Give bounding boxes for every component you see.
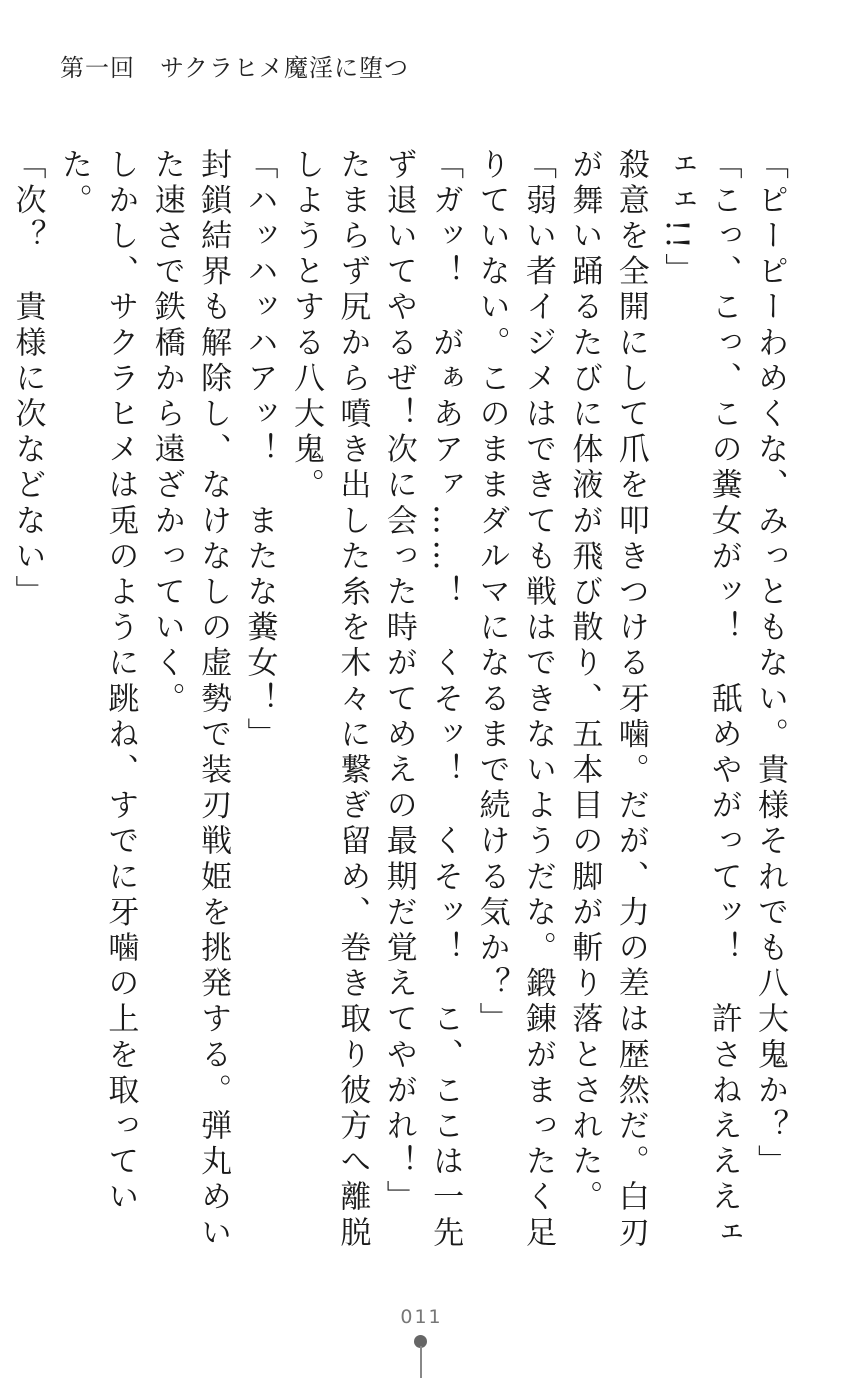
vertical-body-text xyxy=(9,148,793,1258)
paragraph: しかし、サクラヒメは兎のように跳ね、すでに牙噛の上を取っていた。 xyxy=(55,148,139,1216)
paragraph xyxy=(0,148,4,1258)
paragraph: 「ガッ！ がぁあアァ……！ くそッ！ くそッ！ こ、ここは一先ず退いてやるぜ！次に会った時がてめえの最期だ覚えてやがれ！」 xyxy=(380,148,464,1252)
paragraph: 「ピーピーわめくな、みっともない。貴様それでも八大鬼か？」 xyxy=(752,148,788,1181)
paragraph: 封鎖結界も解除し、なけなしの虚勢で装刃戦姫を挑発する。弾丸めいた速さで鉄橋から遠ざかっていく。 xyxy=(148,148,232,1252)
paragraph: たまらず尻から噴き出した糸を木々に繋ぎ留め、巻き取り彼方へ離脱しようとする八大鬼。 xyxy=(287,148,371,1252)
paragraph: 「次？ 貴様に次などない」 xyxy=(9,148,46,611)
paragraph: 「こっ、こっ、この糞女がッ！ 舐めやがってッ！ 許さねえええェェェ!!」 xyxy=(659,148,742,1252)
paragraph: 「弱い者イジメはできても戦はできないようだな。鍛錬がまったく足りていない。このままダルマになるまで続ける気か？」 xyxy=(473,148,556,1252)
page-marker-line xyxy=(420,1346,422,1378)
page-footer xyxy=(0,1306,843,1378)
paragraph: 「ハッハッハアッ！ またな糞女！」 xyxy=(241,148,278,754)
running-header: 第一回 サクラヒメ魔淫に堕つ xyxy=(60,54,410,82)
page-number: 011 xyxy=(400,1306,443,1328)
paragraph: 殺意を全開にして爪を叩きつける牙噛。だが、力の差は歴然だ。白刃が舞い踊るたびに体液が飛び散り、五本目の脚が斬り落とされた。 xyxy=(566,148,649,1252)
